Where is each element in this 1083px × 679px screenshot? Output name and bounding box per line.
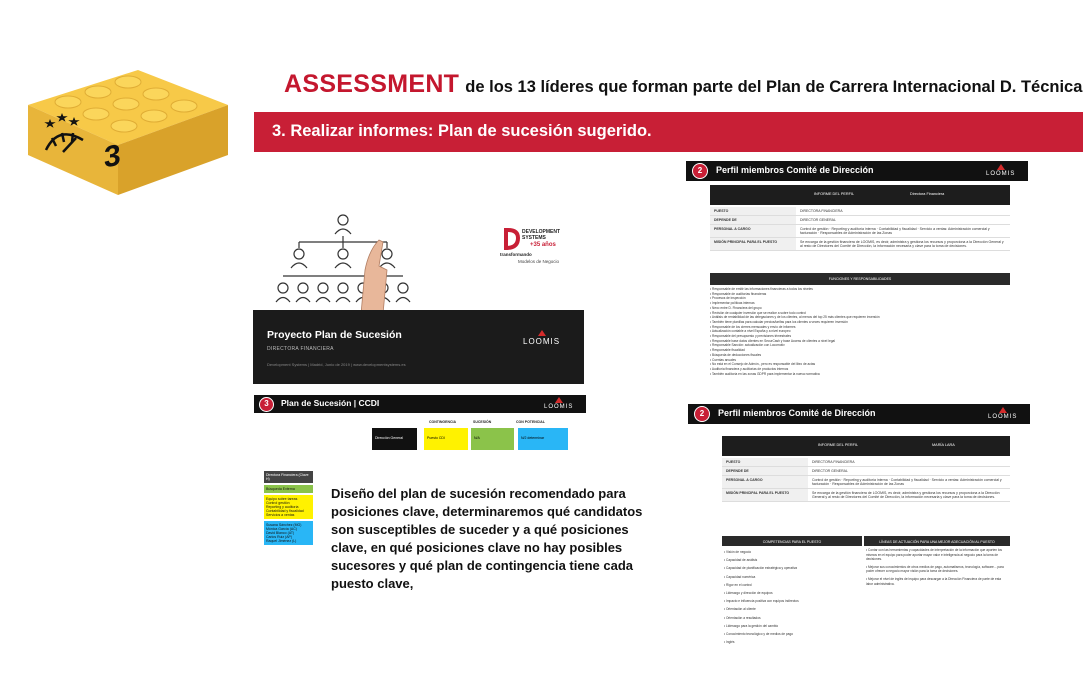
- profile2-header: [688, 404, 1030, 424]
- candidate-external: Búsqueda Externa: [264, 485, 313, 493]
- cover-slide-thumbnail: [253, 202, 584, 384]
- plan-slide-header: [254, 395, 586, 413]
- profile2-table-header: INFORME DEL PERFIL MARÍA LARA: [722, 436, 1010, 456]
- profile2-section-left: COMPETENCIAS PARA EL PUESTO: [722, 536, 862, 546]
- profile2-loomis-logo: LOOMIS: [988, 407, 1017, 420]
- box-contingencia: Puesto CDI: [424, 428, 468, 450]
- profile1-number: 2: [692, 163, 708, 179]
- profile2-title: Perfil miembros Comité de Dirección: [718, 408, 876, 418]
- candidate-yellow-group: Equipo sobre tareas Control gestión Reporting y auditoría Contabilidad y fiscalidad Servicios a ventas: [264, 495, 313, 519]
- profile1-loomis-logo: LOOMIS: [986, 164, 1015, 177]
- ds-logo-tag1: transformando: [500, 252, 532, 257]
- plan-slide-number: 3: [259, 397, 274, 412]
- box-con-potencial: N/2 determinar: [518, 428, 568, 450]
- candidate-blue-group: Susana Sánchez (MG) Mónica García (AC) David Blanco (AT) Carlos Ruiz (AP) Raquel Jiménez (L): [264, 521, 313, 545]
- succession-description: Diseño del plan de sucesión recomendado para posiciones clave, determinaremos qué candidatos son susceptibles de suceder y a qué posiciones clave, en qué posiciones clave no hay posibles sucesores y qué plan de contingencia tiene cada puesto clave,: [331, 486, 643, 591]
- headline-rest: de los 13 líderes que forman parte del Plan de Carrera Internacional D. Técnica: [465, 78, 1083, 96]
- profile1-bullets: • Responsable de emitir las informaciones financieras a todos los niveles • Responsable de auditorías financieras • Procesos de inspección • Implementar políticas internas • Nexo entre D. Financiera del grupo • Revisión de cualquier inversión que se realice a sobre todo control • Análisis de rentabilidad de las delegaciones y de los clientes, al menos del top 25 más clientes que requieren inversión • También tiene planillas para calcular precios/tarifas para los clientes a veces requieren inversión • Responsable de los cierres mensuales y envío de informes • Actualización contable a nivel España y a nivel europeo • Responsable del presupuesto y previsiones trimestrales • Responsable base datos clientes en SecurCash y base Access de clientes a nivel legal • Responsable Sanción: actualización con Locomotiv • Responsable fiscalidad • Búsqueda de deducciones fiscales • Cuentas anuales • No está en el Consejo de Admón., pero es responsable del libro de actas • Auditoría financiera y auditorías de productos internos • También auditoría en las zonas GDPR para implementar la nueva normativa: [710, 287, 1010, 376]
- ds-logo-line2: SYSTEMS: [522, 235, 546, 241]
- ds-logo-years: +35 años: [530, 242, 556, 248]
- profile2-lineas: • Contar con las herramientas y capacidades de interpretación de la información que aporten los mismos en el equipo para poder aportar mayor valor e inteligencia al negocio para la toma de decisiones. • Mejorar sus conocimientos de otros medios de pago, automatismos, tecnología, software... para poder ofrecer a negocio mayor visión para la toma de decisiones. • Mejorar el nivel de inglés del equipo para descargar a la Dirección Financiera de parte de esta labor administrativa.: [866, 548, 1008, 586]
- plan-loomis-logo: LOOMIS: [544, 397, 573, 410]
- profile2-competencias: • Visión de negocio • Capacidad de análisis • Capacidad de planificación estratégica y operativa • Capacidad numérica • Rigor en el control • Liderazgo y dirección de equipos • Impacto e influencia positiva con equipos indirectos • Orientación al cliente • Orientación a resultados • Liderazgo para la gestión del cambio • Conocimiento tecnológico y de medios de pago • Inglés: [724, 548, 860, 646]
- headline: [284, 70, 1083, 99]
- col-header-con-potencial: CON POTENCIAL: [516, 420, 545, 424]
- role-box-general-director: Dirección General: [372, 428, 417, 450]
- candidate-header: Directora Financiera (Clave H): [264, 471, 313, 483]
- cover-subtitle: DIRECTORA FINANCIERA: [267, 346, 334, 352]
- ds-logo-tag2: Modelos de Negocio: [518, 259, 560, 264]
- section-title-bar: [254, 112, 1083, 152]
- candidate-list: [264, 471, 313, 576]
- profile1-rows: PUESTO DIRECTORA FINANCIERA DEPENDE DE DIRECTOR GENERAL PERSONAL A CARGO Control de gestión · Reporting y auditoría interna · Contabilidad y fiscalidad · Servicio a ventas: Administración comercial y facturación · Responsables de Administración de las Zonas MISIÓN PRINCIPAL PARA EL PUESTO Se encarga de la gestión financiera de LOOMIS, es decir, administra y gestiona los recursos y proporciona a la Dirección General y al resto de Directores del Comité de Dirección, la información necesaria y clave para la toma de decisiones.: [710, 207, 1010, 251]
- col-header-contingencia: CONTINGENCIA: [429, 420, 457, 424]
- profile2-rows: PUESTO DIRECTORA FINANCIERA DEPENDE DE DIRECTOR GENERAL PERSONAL A CARGO Control de gestión · Reporting y auditoría interna · Contabilidad y fiscalidad · Servicio a ventas: Administración comercial y facturación · Responsables de Administración de las Zonas MISIÓN PRINCIPAL PARA EL PUESTO Se encarga de la gestión financiera de LOOMIS, es decir, administra y gestiona los recursos y proporciona a la Dirección General y al resto de Directores del Comité de Dirección, la información necesaria y clave para la toma de decisiones.: [722, 458, 1010, 502]
- section-title: 3. Realizar informes: Plan de sucesión sugerido.: [272, 122, 652, 140]
- brick-number: 3: [104, 138, 121, 175]
- profile1-section: FUNCIONES Y RESPONSABILIDADES: [710, 273, 1010, 285]
- profile1-title: Perfil miembros Comité de Dirección: [716, 165, 874, 175]
- headline-assessment: ASSESSMENT: [284, 70, 460, 98]
- profile1-header: [686, 161, 1028, 181]
- cover-loomis-logo: LOOMIS: [523, 330, 560, 346]
- ds-logo-line1: DEVELOPMENT: [522, 229, 561, 235]
- cover-title: Proyecto Plan de Sucesión: [267, 329, 402, 341]
- profile-slide-1: [686, 161, 1028, 399]
- lego-brick-three-icon: [28, 30, 228, 200]
- profile1-table-header: INFORME DEL PERFIL Directora Financiera: [710, 185, 1010, 205]
- profile2-section-right: LÍNEAS DE ACTUACIÓN PARA UNA MEJOR ADECUACIÓN AL PUESTO: [864, 536, 1010, 546]
- box-sucesion: N/A: [471, 428, 514, 450]
- cover-footer: Development Systems | Madrid, Junio de 2019 | www.developmentsystems.es: [267, 362, 406, 367]
- plan-slide-title: Plan de Sucesión | CCDI: [281, 398, 380, 408]
- ds-logo-mark-icon: [500, 226, 520, 252]
- org-chart-hand-icon: [263, 210, 423, 314]
- col-header-sucesion: SUCESIÓN: [473, 420, 492, 424]
- cover-dark-band: [253, 310, 584, 384]
- profile-slide-2: [688, 404, 1030, 650]
- development-systems-logo: [500, 224, 580, 274]
- profile2-number: 2: [694, 406, 710, 422]
- succession-plan-slide: [254, 395, 586, 455]
